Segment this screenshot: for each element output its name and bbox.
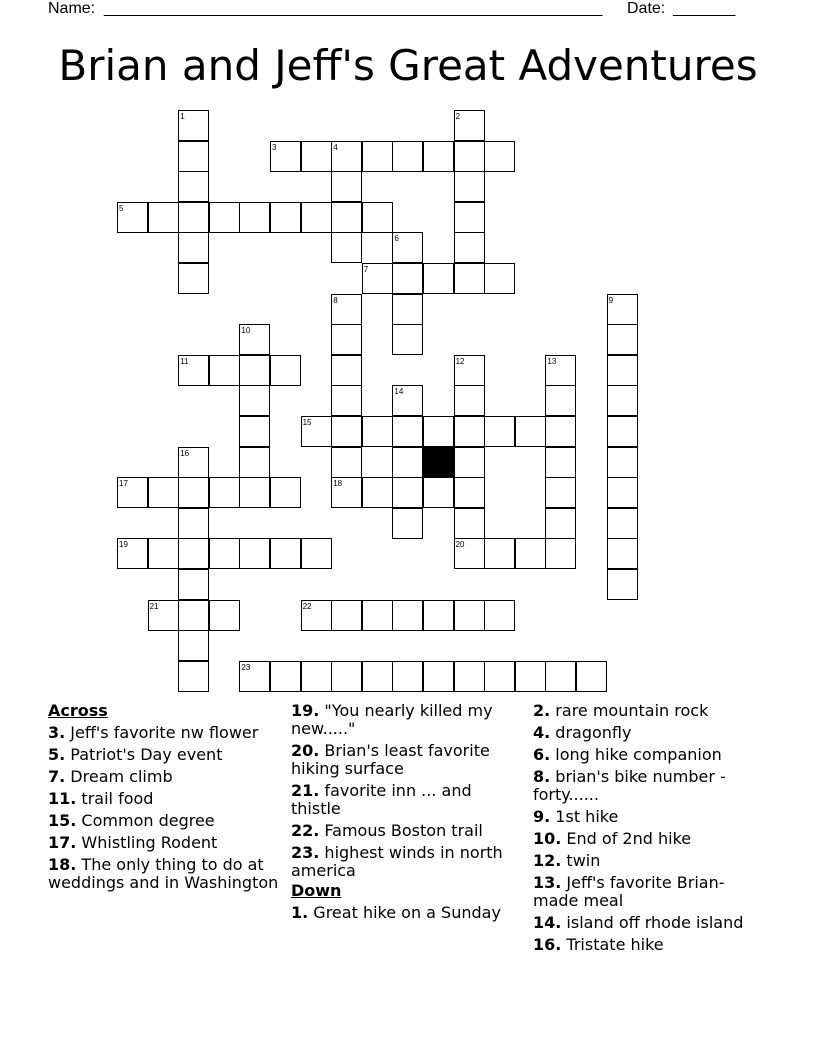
grid-cell[interactable]: [301, 661, 332, 692]
grid-cell[interactable]: [392, 508, 423, 539]
grid-cell[interactable]: [301, 538, 332, 569]
grid-cell[interactable]: [239, 355, 270, 386]
clue-text: 1st hike: [550, 807, 619, 826]
across-clues-part-1: [48, 724, 283, 892]
clue-text: highest winds in north america: [291, 843, 503, 880]
grid-cell[interactable]: [331, 171, 362, 202]
clue-text: long hike companion: [550, 745, 722, 764]
grid-cell[interactable]: [545, 416, 576, 447]
cell-number: 17: [119, 479, 128, 489]
grid-cell[interactable]: [362, 600, 393, 631]
down-clue: [291, 904, 526, 922]
grid-cell[interactable]: [392, 477, 423, 508]
grid-cell[interactable]: [515, 538, 546, 569]
grid-cell[interactable]: [576, 661, 607, 692]
across-clue: [48, 812, 283, 830]
across-clue: [48, 790, 283, 808]
clue-text: brian's bike number - forty......: [533, 767, 726, 804]
grid-cell[interactable]: [331, 600, 362, 631]
grid-cell[interactable]: [239, 477, 270, 508]
grid-cell[interactable]: [239, 385, 270, 416]
grid-cell[interactable]: [178, 171, 209, 202]
clue-text: Common degree: [76, 811, 215, 830]
grid-cell[interactable]: [270, 661, 301, 692]
across-clue: [291, 844, 526, 880]
cell-number: 9: [608, 295, 614, 305]
clue-text: Jeff's favorite nw flower: [65, 723, 259, 742]
grid-cell[interactable]: [209, 538, 240, 569]
grid-cell[interactable]: [178, 630, 209, 661]
grid-cell[interactable]: [392, 416, 423, 447]
clue-number: 22.: [291, 821, 320, 840]
cell-number: 12: [455, 356, 465, 366]
cell-number: 23: [241, 662, 251, 672]
across-clue: [48, 856, 283, 892]
grid-cell[interactable]: [454, 477, 485, 508]
grid-cell[interactable]: [484, 538, 515, 569]
down-clue: [533, 936, 768, 954]
grid-cell[interactable]: [178, 263, 209, 294]
clue-number: 14.: [533, 913, 562, 932]
page-title: Brian and Jeff's Great Adventures: [58, 41, 758, 90]
across-clue: [48, 746, 283, 764]
clue-number: 9.: [533, 807, 551, 826]
grid-cell[interactable]: [423, 263, 454, 294]
down-clues-part-1: [291, 904, 526, 922]
clue-number: 12.: [533, 851, 562, 870]
grid-cell[interactable]: [545, 661, 576, 692]
cell-number: 14: [394, 387, 404, 397]
grid-cell[interactable]: [423, 661, 454, 692]
down-clue: [533, 746, 768, 764]
grid-cell[interactable]: [423, 477, 454, 508]
grid-cell[interactable]: [484, 661, 515, 692]
cell-number: 4: [333, 142, 338, 152]
grid-cell[interactable]: [331, 416, 362, 447]
grid-cell[interactable]: [607, 447, 638, 478]
clue-text: The only thing to do at weddings and in Washington: [48, 855, 279, 892]
clue-text: Whistling Rodent: [76, 833, 218, 852]
grid-cell[interactable]: [178, 569, 209, 600]
cell-number: 22: [302, 601, 312, 611]
grid-cell[interactable]: [545, 447, 576, 478]
clue-text: rare mountain rock: [550, 701, 709, 720]
grid-cell[interactable]: [331, 385, 362, 416]
grid-cell[interactable]: [454, 171, 485, 202]
grid-cell[interactable]: [148, 202, 179, 233]
grid-cell[interactable]: [301, 141, 332, 172]
grid-cell[interactable]: [301, 202, 332, 233]
grid-cell[interactable]: [545, 538, 576, 569]
cell-number: 2: [455, 112, 461, 121]
grid-cell[interactable]: [209, 202, 240, 233]
down-clues-part-2: [533, 702, 768, 954]
grid-cell[interactable]: [362, 141, 393, 172]
clue-number: 19.: [291, 701, 320, 720]
cell-number: 5: [119, 203, 124, 213]
across-clues-part-2: [291, 702, 526, 880]
grid-cell[interactable]: [484, 263, 515, 294]
clue-text: Dream climb: [65, 767, 173, 786]
across-clue: [291, 822, 526, 840]
grid-cell[interactable]: [331, 661, 362, 692]
grid-cell[interactable]: [423, 600, 454, 631]
grid-cell[interactable]: [239, 447, 270, 478]
grid-cell[interactable]: [178, 232, 209, 263]
clue-number: 8.: [533, 767, 551, 786]
grid-cell[interactable]: [270, 477, 301, 508]
grid-cell[interactable]: [454, 263, 485, 294]
grid-cell[interactable]: [423, 141, 454, 172]
grid-cell[interactable]: [209, 355, 240, 386]
grid-cell[interactable]: [148, 538, 179, 569]
down-clue: [533, 702, 768, 720]
grid-cell[interactable]: [239, 416, 270, 447]
date-label: Date:: [627, 0, 666, 17]
grid-cell[interactable]: [454, 416, 485, 447]
grid-cell[interactable]: [423, 416, 454, 447]
grid-cell[interactable]: [454, 508, 485, 539]
cell-number: 8: [333, 295, 338, 305]
grid-cell[interactable]: [607, 385, 638, 416]
grid-cell[interactable]: [362, 416, 393, 447]
grid-cell[interactable]: [178, 141, 209, 172]
grid-cell[interactable]: [178, 508, 209, 539]
grid-cell[interactable]: [362, 661, 393, 692]
clue-number: 15.: [48, 811, 77, 830]
grid-cell[interactable]: [607, 569, 638, 600]
grid-cell[interactable]: [362, 202, 393, 233]
grid-cell[interactable]: [454, 385, 485, 416]
black-cell: [423, 447, 454, 478]
across-clue: [48, 834, 283, 852]
grid-cell[interactable]: [515, 416, 546, 447]
grid-cell[interactable]: [178, 600, 209, 631]
clue-number: 23.: [291, 843, 320, 862]
grid-cell[interactable]: [454, 661, 485, 692]
grid-cell[interactable]: [209, 600, 240, 631]
clue-text: Tristate hike: [561, 935, 664, 954]
clue-text: twin: [561, 851, 601, 870]
across-clue: [291, 702, 526, 738]
across-heading: Across: [48, 701, 108, 720]
grid-cell[interactable]: [178, 538, 209, 569]
grid-cell[interactable]: [484, 416, 515, 447]
clues-column-1: [48, 702, 283, 896]
cell-number: 16: [180, 448, 190, 458]
down-heading: Down: [291, 881, 342, 900]
clue-number: 4.: [533, 723, 551, 742]
cell-number: 13: [547, 356, 557, 366]
grid-cell[interactable]: [454, 600, 485, 631]
grid-cell[interactable]: [607, 416, 638, 447]
grid-cell[interactable]: [454, 202, 485, 233]
grid-cell[interactable]: [209, 477, 240, 508]
down-clue: [533, 914, 768, 932]
name-line[interactable]: ________________________________________________________: [104, 0, 603, 17]
clue-text: Jeff's favorite Brian-made meal: [533, 873, 725, 910]
clue-text: Brian's least favorite hiking surface: [291, 741, 490, 778]
cell-number: 19: [119, 540, 128, 550]
clue-text: End of 2nd hike: [561, 829, 692, 848]
down-clue: [533, 724, 768, 742]
grid-cell[interactable]: [270, 538, 301, 569]
grid-cell[interactable]: [484, 600, 515, 631]
cell-number: 7: [363, 265, 369, 274]
clue-text: dragonfly: [550, 723, 632, 742]
cell-number: 6: [394, 234, 399, 244]
grid-cell[interactable]: [178, 661, 209, 692]
grid-cell[interactable]: [515, 661, 546, 692]
grid-cell[interactable]: [454, 141, 485, 172]
cell-number: 20: [455, 540, 465, 550]
clue-number: 2.: [533, 701, 551, 720]
grid-cell[interactable]: [392, 324, 423, 355]
clue-number: 18.: [48, 855, 77, 874]
grid-cell[interactable]: [607, 477, 638, 508]
grid-cell[interactable]: [331, 232, 362, 263]
grid-cell[interactable]: [545, 508, 576, 539]
grid-cell[interactable]: [178, 477, 209, 508]
grid-cell[interactable]: [331, 324, 362, 355]
grid-cell[interactable]: [331, 355, 362, 386]
cell-number: 21: [149, 601, 159, 611]
clue-number: 13.: [533, 873, 562, 892]
cell-number: 11: [180, 356, 189, 366]
down-clue: [533, 874, 768, 910]
clue-number: 17.: [48, 833, 77, 852]
name-label: Name:: [48, 0, 96, 17]
grid-cell[interactable]: [545, 385, 576, 416]
clue-number: 21.: [291, 781, 320, 800]
clues-column-2: [291, 702, 526, 926]
grid-cell[interactable]: [239, 202, 270, 233]
across-clue: [291, 782, 526, 818]
across-clue: [48, 724, 283, 742]
clue-text: island off rhode island: [561, 913, 744, 932]
across-clue: [291, 742, 526, 778]
clue-text: Patriot's Day event: [65, 745, 223, 764]
grid-cell[interactable]: [362, 477, 393, 508]
down-clue: [533, 808, 768, 826]
down-clue: [533, 852, 768, 870]
grid-cell[interactable]: [545, 477, 576, 508]
grid-cell[interactable]: [392, 600, 423, 631]
clue-number: 5.: [48, 745, 66, 764]
clue-number: 16.: [533, 935, 562, 954]
grid-cell[interactable]: [607, 324, 638, 355]
grid-cell[interactable]: [178, 202, 209, 233]
clue-text: Great hike on a Sunday: [308, 903, 501, 922]
clue-number: 11.: [48, 789, 77, 808]
clue-number: 1.: [291, 903, 309, 922]
down-clue: [533, 830, 768, 848]
grid-cell[interactable]: [239, 538, 270, 569]
grid-cell[interactable]: [392, 447, 423, 478]
grid-cell[interactable]: [331, 447, 362, 478]
clue-number: 7.: [48, 767, 66, 786]
grid-cell[interactable]: [270, 202, 301, 233]
grid-cell[interactable]: [270, 355, 301, 386]
clue-number: 3.: [48, 723, 66, 742]
grid-cell[interactable]: [607, 355, 638, 386]
grid-cell[interactable]: [607, 508, 638, 539]
cell-number: 18: [333, 479, 343, 489]
grid-cell[interactable]: [392, 294, 423, 325]
clue-number: 6.: [533, 745, 551, 764]
grid-cell[interactable]: [148, 477, 179, 508]
clues-column-3: [533, 702, 768, 958]
cell-number: 3: [272, 142, 277, 152]
grid-cell[interactable]: [607, 538, 638, 569]
cell-number: 1: [180, 112, 185, 121]
clue-text: trail food: [76, 789, 154, 808]
clue-number: 10.: [533, 829, 562, 848]
grid-cell[interactable]: [392, 141, 423, 172]
grid-cell[interactable]: [331, 202, 362, 233]
across-clue: [48, 768, 283, 786]
clue-text: favorite inn ... and thistle: [291, 781, 472, 818]
clue-text: Famous Boston trail: [319, 821, 483, 840]
date-line[interactable]: _______: [673, 0, 736, 17]
grid-cell[interactable]: [454, 232, 485, 263]
grid-cell[interactable]: [392, 263, 423, 294]
grid-cell[interactable]: [454, 447, 485, 478]
clue-number: 20.: [291, 741, 320, 760]
grid-cell[interactable]: [484, 141, 515, 172]
cell-number: 15: [302, 418, 312, 427]
grid-cell[interactable]: [392, 661, 423, 692]
down-clue: [533, 768, 768, 804]
cell-number: 10: [241, 326, 251, 336]
clue-text: "You nearly killed my new.....": [291, 701, 493, 738]
